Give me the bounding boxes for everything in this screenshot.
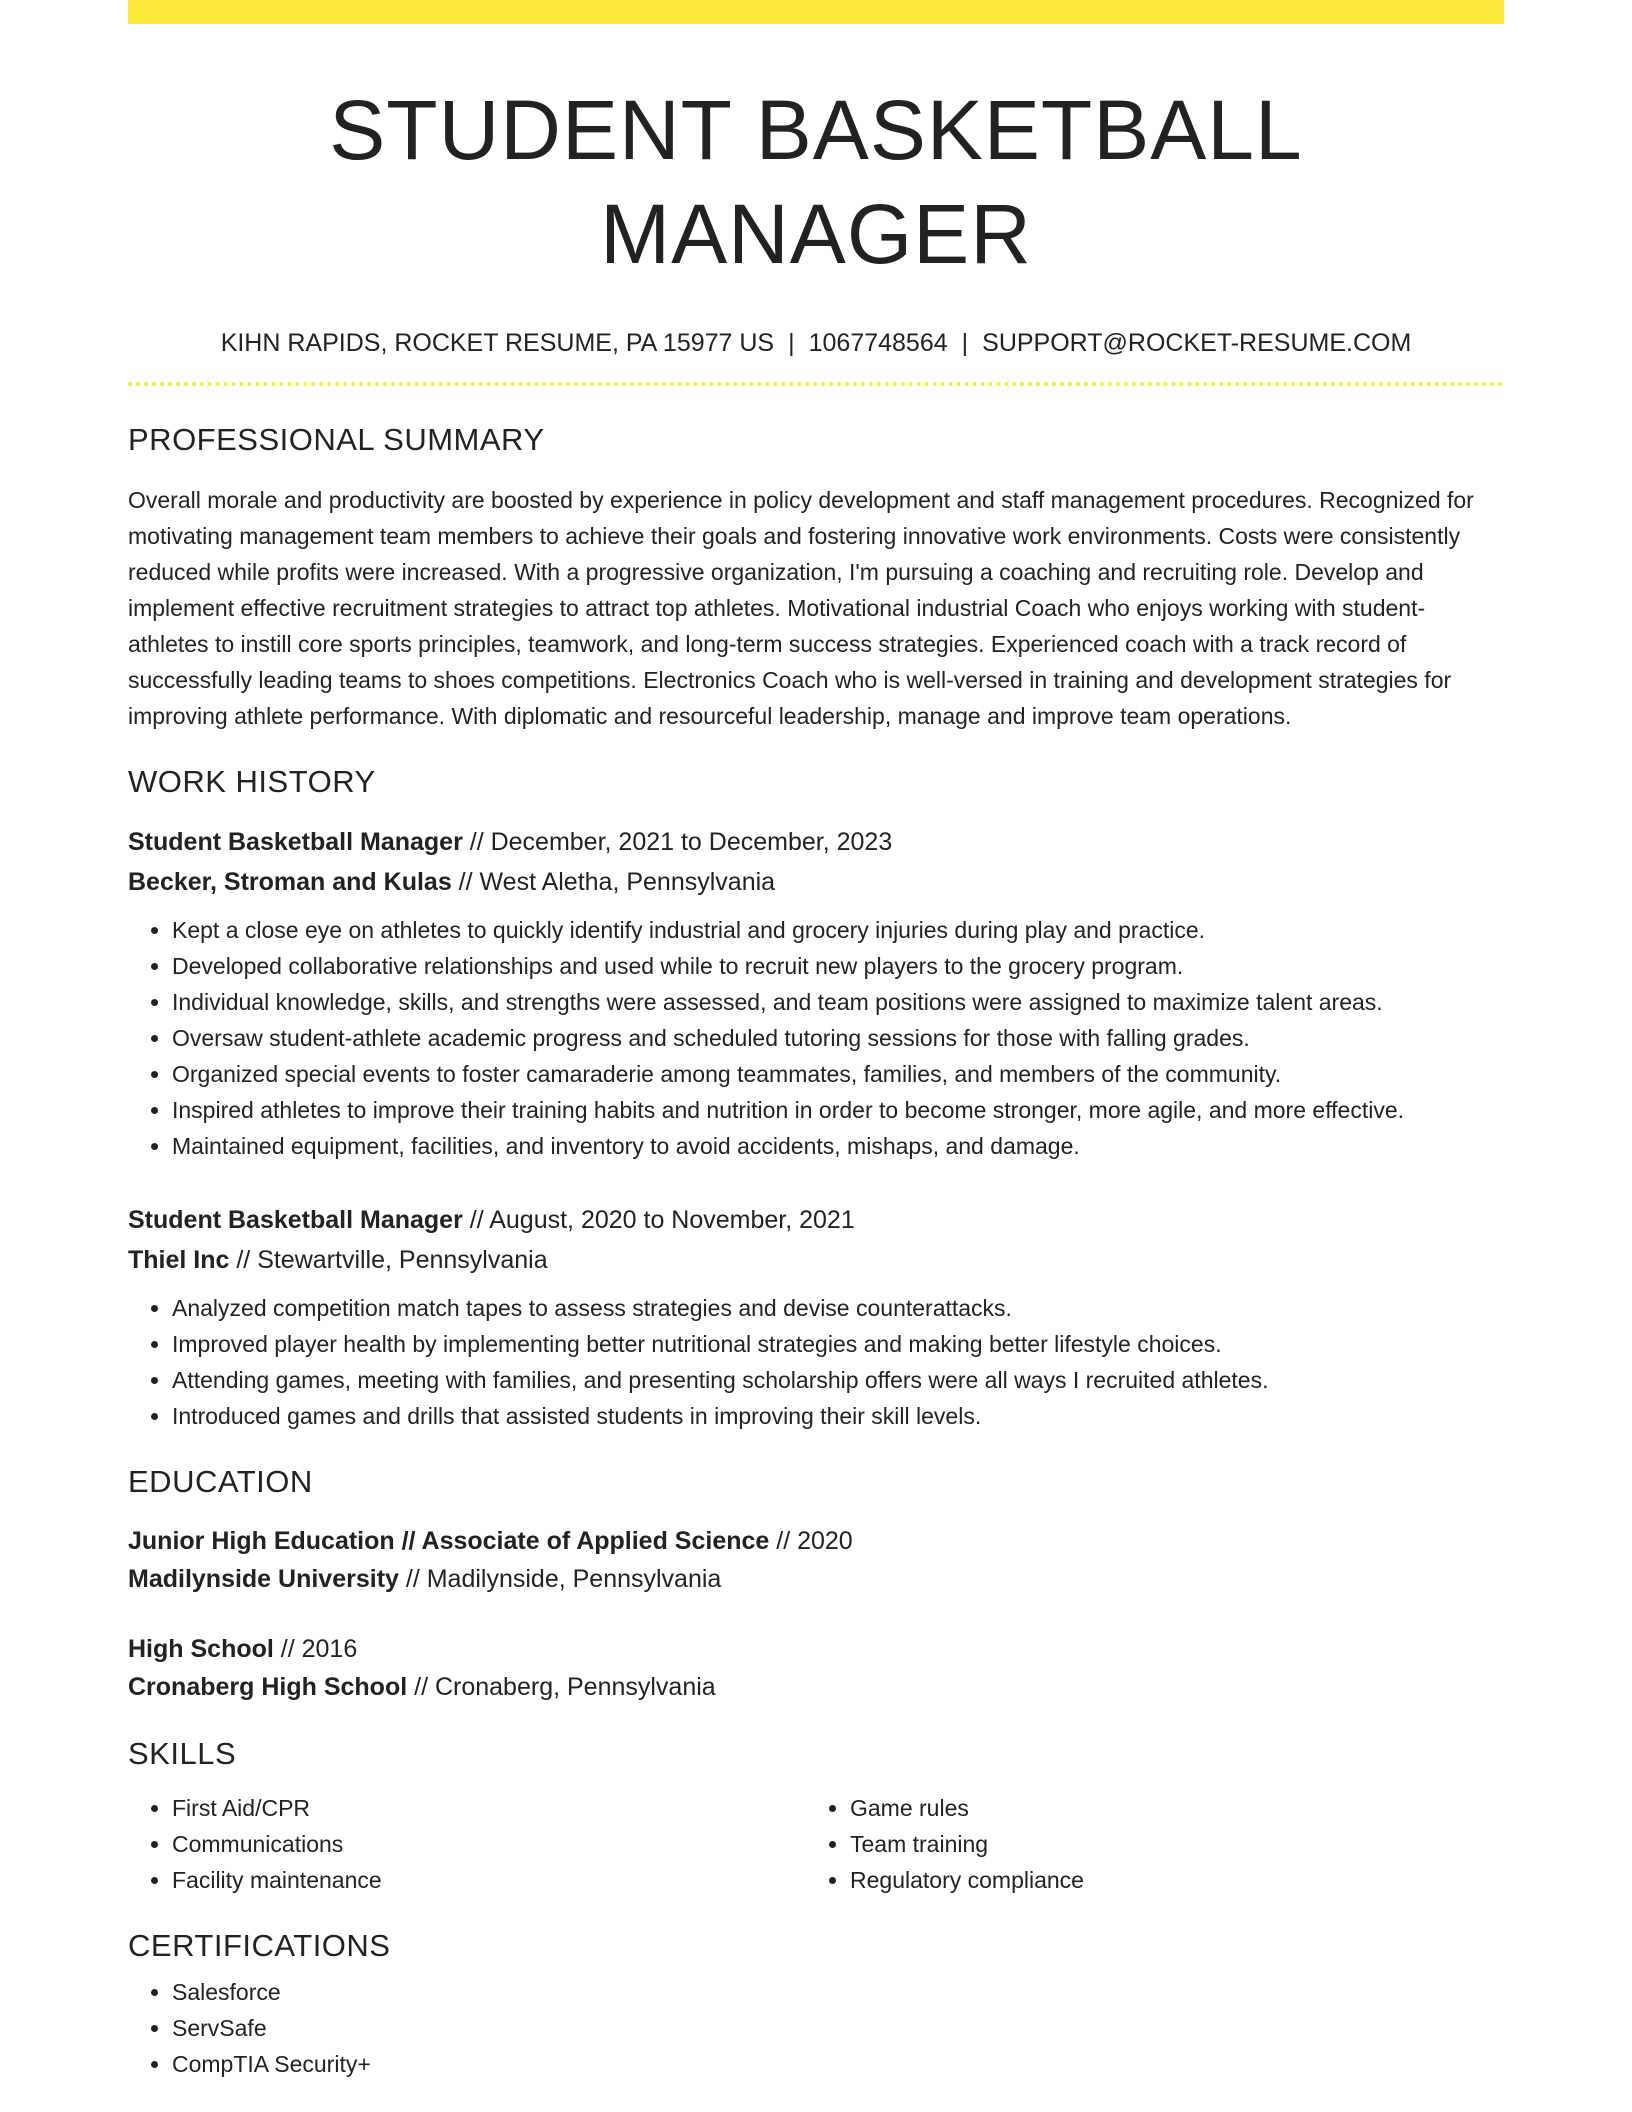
job-company: Becker, Stroman and Kulas — [128, 868, 452, 896]
skills-columns — [128, 1790, 1504, 1898]
education-heading: EDUCATION — [128, 1464, 313, 1499]
summary-text: Overall morale and productivity are boosted by experience in policy development and staff management procedures. Recognized for motivating management team members to achieve their goals and fostering innovative work environments. Costs were consistently reduced while profits were increased. With a progressive organization, I'm pursuing a coaching and recruiting role. Develop and implement effective recruitment strategies to attract top athletes. Motivational industrial Coach who enjoys working with student-athletes to instill core sports principles, teamwork, and long-term success strategies. Experienced coach with a track record of successfully leading teams to shoes competitions. Electronics Coach who is well-versed in training and development strategies for improving athlete performance. With diplomatic and resourceful leadership, manage and improve team operations. — [128, 487, 1474, 729]
job-location: // West Aletha, Pennsylvania — [451, 868, 776, 896]
summary-heading: PROFESSIONAL SUMMARY — [128, 422, 545, 457]
education-degree: High School — [128, 1635, 274, 1663]
contact-phone: 1067748564 — [808, 329, 948, 357]
education-degree-line — [128, 1522, 1504, 1560]
job-duty: • Analyzed competition match tapes to assess strategies and devise counterattacks. — [172, 1290, 1504, 1326]
contact-separator: | — [961, 329, 969, 357]
job-location: // Stewartville, Pennsylvania — [229, 1246, 548, 1274]
certifications-heading: CERTIFICATIONS — [128, 1928, 391, 1963]
education-school-line — [128, 1560, 1504, 1598]
education-year: // 2020 — [769, 1527, 853, 1555]
job-title: Student Basketball Manager — [128, 828, 463, 856]
job-duty: • Organized special events to foster camaraderie among teammates, families, and members of the community. — [172, 1056, 1504, 1092]
job-duty: • Improved player health by implementing better nutritional strategies and making better lifestyle choices. — [172, 1326, 1504, 1362]
summary-section — [128, 422, 1504, 734]
skill-item: • Communications — [172, 1826, 806, 1862]
education-entry — [128, 1630, 1504, 1706]
education-entry — [128, 1522, 1504, 1598]
education-school: Cronaberg High School — [128, 1673, 408, 1701]
job-duty: • Kept a close eye on athletes to quickly identify industrial and grocery injuries during play and practice. — [172, 912, 1504, 948]
job-duty: • Introduced games and drills that assisted students in improving their skill levels. — [172, 1398, 1504, 1434]
contact-separator: | — [788, 329, 795, 357]
job-duty: • Inspired athletes to improve their training habits and nutrition in order to become stronger, more agile, and more effective. — [172, 1092, 1504, 1128]
skill-item: • Team training — [850, 1826, 1484, 1862]
certification-item: • ServSafe — [172, 2010, 1504, 2046]
skills-list-right — [806, 1790, 1484, 1898]
education-degree: Junior High Education // Associate of Applied Science — [128, 1527, 770, 1555]
certifications-section — [128, 1928, 1504, 2082]
skills-list-left — [128, 1790, 806, 1898]
job-company-line — [128, 862, 1504, 902]
education-degree-line — [128, 1630, 1504, 1668]
education-section — [128, 1464, 1504, 1706]
job-duty: • Developed collaborative relationships and used while to recruit new players to the grocery program. — [172, 948, 1504, 984]
certification-item: • CompTIA Security+ — [172, 2046, 1504, 2082]
education-school-line — [128, 1668, 1504, 1706]
skill-item: • Facility maintenance — [172, 1862, 806, 1898]
education-location: // Madilynside, Pennsylvania — [398, 1565, 722, 1593]
contact-location: KIHN RAPIDS, ROCKET RESUME, PA 15977 US — [220, 329, 775, 357]
education-school: Madilynside University — [128, 1565, 399, 1593]
header-divider — [128, 382, 1504, 386]
job-company: Thiel Inc — [128, 1246, 230, 1274]
contact-email: SUPPORT@ROCKET-RESUME.COM — [982, 329, 1412, 357]
job-duties-list — [128, 1290, 1504, 1434]
job-duty: • Oversaw student-athlete academic progress and scheduled tutoring sessions for those with falling grades. — [172, 1020, 1504, 1056]
job-duty: • Attending games, meeting with families, and presenting scholarship offers were all ways I recruited athletes. — [172, 1362, 1504, 1398]
resume-content — [128, 0, 1504, 2082]
skill-item: • First Aid/CPR — [172, 1790, 806, 1826]
job-entry — [128, 822, 1504, 1164]
certification-item: • Salesforce — [172, 1974, 1504, 2010]
work-history-section — [128, 764, 1504, 1434]
contact-line — [128, 328, 1504, 358]
job-duties-list — [128, 912, 1504, 1164]
job-title-line — [128, 822, 1504, 862]
certifications-list — [128, 1974, 1504, 2082]
job-entry — [128, 1200, 1504, 1434]
job-title: Student Basketball Manager — [128, 1206, 463, 1234]
job-dates: // December, 2021 to December, 2023 — [462, 828, 893, 856]
skills-heading: SKILLS — [128, 1736, 237, 1771]
job-duty: • Maintained equipment, facilities, and inventory to avoid accidents, mishaps, and damage. — [172, 1128, 1504, 1164]
job-dates: // August, 2020 to November, 2021 — [462, 1206, 855, 1234]
education-year: // 2016 — [273, 1635, 358, 1663]
skill-item: • Regulatory compliance — [850, 1862, 1484, 1898]
job-duty: • Individual knowledge, skills, and strengths were assessed, and team positions were assigned to maximize talent areas. — [172, 984, 1504, 1020]
work-history-heading: WORK HISTORY — [128, 764, 376, 799]
education-location: // Cronaberg, Pennsylvania — [407, 1673, 716, 1701]
job-title-line — [128, 1200, 1504, 1240]
skill-item: • Game rules — [850, 1790, 1484, 1826]
skills-section — [128, 1736, 1504, 1898]
candidate-name: STUDENT BASKETBALL MANAGER — [329, 83, 1303, 281]
job-company-line — [128, 1240, 1504, 1280]
